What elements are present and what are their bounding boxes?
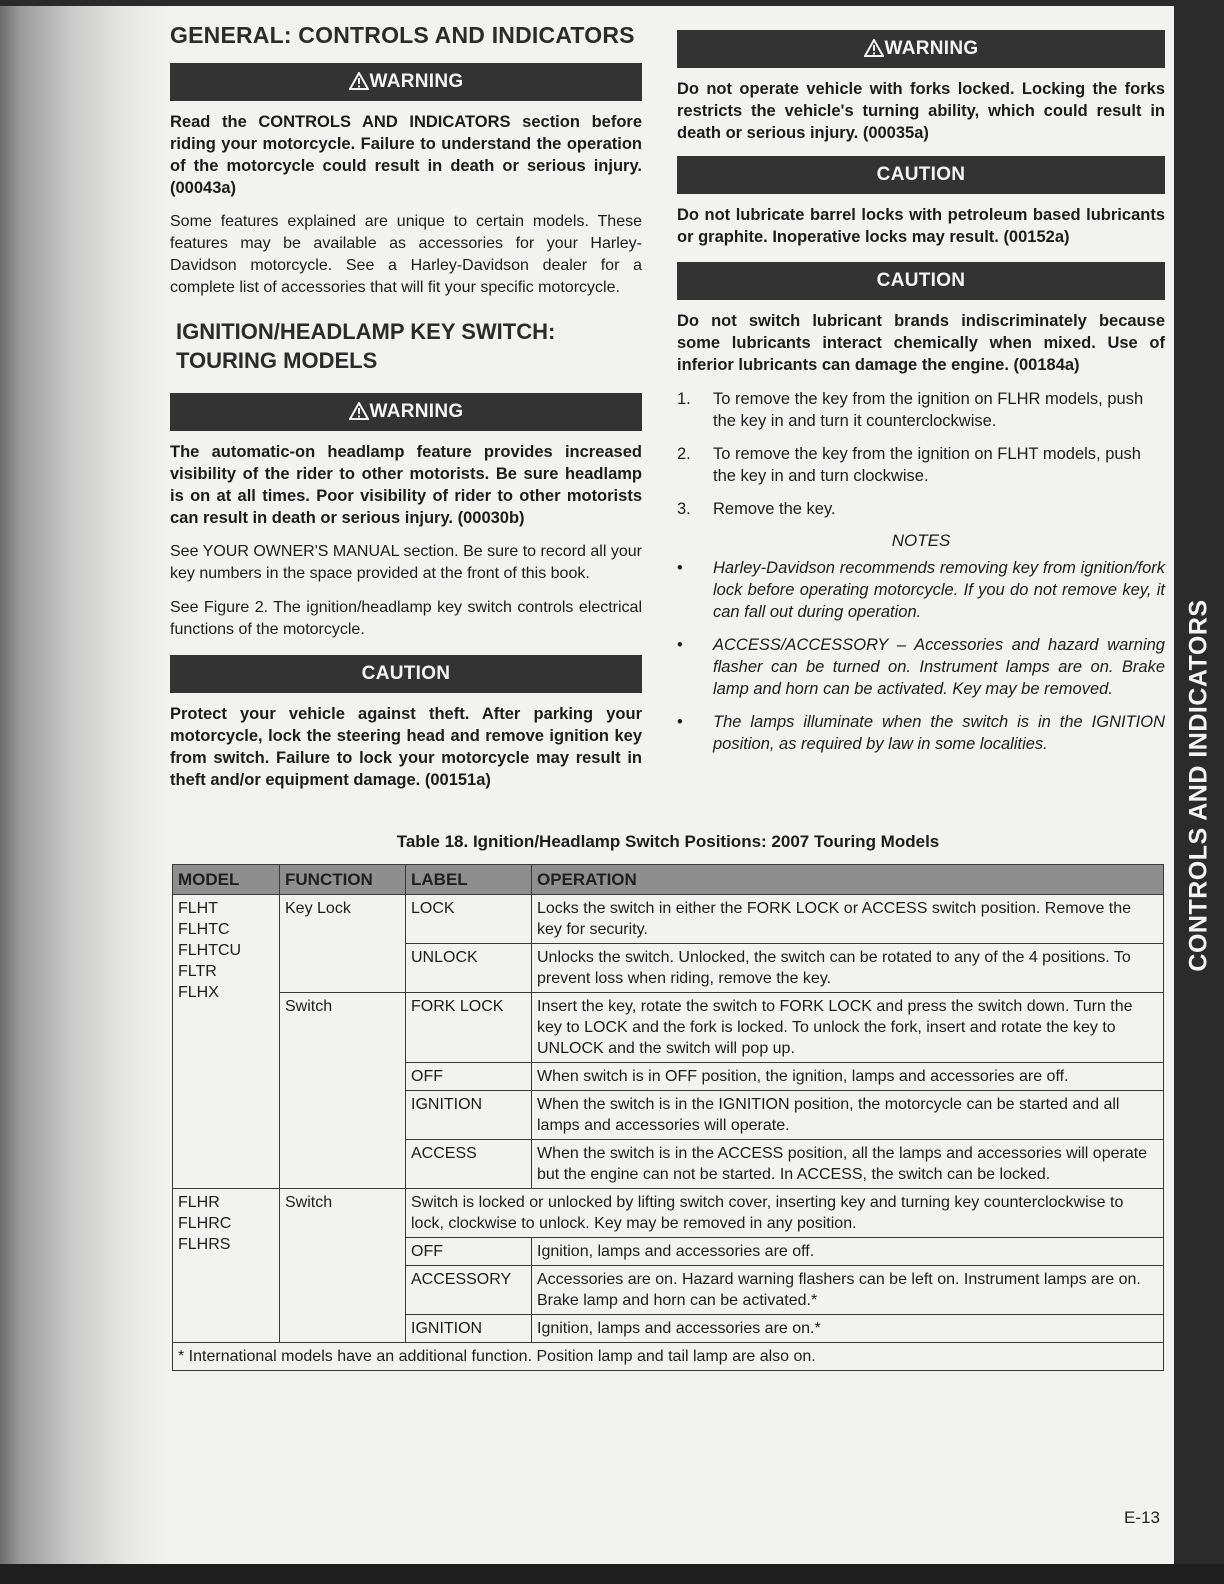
label-cell: ACCESSORY — [406, 1266, 532, 1315]
note-item — [677, 634, 1165, 700]
step-number: 3. — [677, 500, 691, 518]
label-cell: UNLOCK — [406, 944, 532, 993]
warning-banner — [170, 63, 642, 101]
table-caption: Table 18. Ignition/Headlamp Switch Positions: 2007 Touring Models — [396, 832, 940, 851]
warning-label: WARNING — [369, 401, 464, 422]
operation-cell: Locks the switch in either the FORK LOCK or ACCESS switch position. Remove the key for security. — [532, 895, 1164, 944]
caution-text: Do not switch lubricant brands indiscriminately because some lubricants interact chemically when mixed. Use of inferior lubricants can damage the engine. (00184a) — [677, 312, 1165, 374]
step-item — [677, 388, 1165, 432]
heading-line: IGNITION/HEADLAMP KEY SWITCH: — [176, 319, 556, 344]
warning-text: Do not operate vehicle with forks locked. Locking the forks restricts the vehicle's turning ability, which could result in death or serious injury. (00035a) — [677, 80, 1165, 142]
caution-banner — [170, 655, 642, 693]
step-text: To remove the key from the ignition on FLHR models, push the key in and turn it counterclockwise. — [713, 390, 1144, 430]
caution-banner — [677, 156, 1165, 194]
caution-banner — [677, 262, 1165, 300]
section-heading-general: GENERAL: CONTROLS AND INDICATORS — [170, 22, 635, 48]
operation-cell: When switch is in OFF position, the ignition, lamps and accessories are off. — [532, 1063, 1164, 1091]
note-text: The lamps illuminate when the switch is in the IGNITION position, as required by law in some localities. — [713, 713, 1165, 753]
operation-cell: Switch is locked or unlocked by lifting switch cover, inserting key and turning key counterclockwise to lock, clockwise to unlock. Key may be removed in any position. — [406, 1189, 1164, 1238]
label-cell: LOCK — [406, 895, 532, 944]
model-name: FLHTCU — [178, 942, 242, 959]
model-name: FLHRC — [178, 1215, 232, 1232]
operation-cell: Accessories are on. Hazard warning flashers can be left on. Instrument lamps are on. Brake lamp and horn can be activated.* — [532, 1266, 1164, 1315]
operation-cell: Unlocks the switch. Unlocked, the switch can be rotated to any of the 4 positions. To prevent loss when riding, remove the key. — [532, 944, 1164, 993]
model-cell — [173, 1189, 280, 1343]
label-cell: OFF — [406, 1238, 532, 1266]
function-cell: Key Lock — [280, 895, 406, 993]
warning-banner — [677, 30, 1165, 68]
body-paragraph: Some features explained are unique to certain models. These features may be available as accessories for your Harley-Davidson motorcycle. See a Harley-Davidson dealer for a complete list of accessories that will fit your specific motorcycle. — [170, 213, 642, 296]
column-header: OPERATION — [532, 865, 1164, 895]
page-bottom-edge — [0, 1564, 1224, 1584]
label-cell: OFF — [406, 1063, 532, 1091]
note-text: Harley-Davidson recommends removing key from ignition/fork lock before operating motorcycle. If you do not remove key, it can fall out during operation. — [713, 559, 1165, 621]
table-footnote-row — [173, 1343, 1164, 1371]
bullet: • — [677, 636, 683, 654]
operation-cell: Ignition, lamps and accessories are on.* — [532, 1315, 1164, 1343]
table-footnote: * International models have an additional function. Position lamp and tail lamp are also on. — [173, 1343, 1164, 1371]
step-text: To remove the key from the ignition on FLHT models, push the key in and turn clockwise. — [713, 445, 1141, 485]
note-item — [677, 711, 1165, 755]
operation-cell: When the switch is in the ACCESS position, all the lamps and accessories will operate but the engine can not be started. In ACCESS, the switch can be locked. — [532, 1140, 1164, 1189]
removal-steps — [677, 388, 1165, 520]
model-cell — [173, 895, 280, 1189]
warning-triangle-icon — [864, 39, 884, 57]
notes-list — [677, 557, 1165, 755]
warning-label: WARNING — [884, 38, 979, 59]
table-row — [173, 1189, 1164, 1238]
warning-text: The automatic-on headlamp feature provides increased visibility of the rider to other motorists. Be sure headlamp is on at all times. Poor visibility of rider to other motorists can result in death or serious injury. (00030b) — [170, 443, 642, 527]
model-name: FLHX — [178, 984, 219, 1001]
warning-label: WARNING — [369, 71, 464, 92]
step-item — [677, 498, 1165, 520]
caution-text: Do not lubricate barrel locks with petroleum based lubricants or graphite. Inoperative locks may result. (00152a) — [677, 206, 1165, 246]
warning-triangle-icon — [349, 402, 369, 420]
model-name: FLHTC — [178, 921, 230, 938]
section-heading-ignition — [176, 317, 642, 375]
note-item — [677, 557, 1165, 623]
label-cell: IGNITION — [406, 1091, 532, 1140]
label-cell: IGNITION — [406, 1315, 532, 1343]
column-header: MODEL — [173, 865, 280, 895]
operation-cell: Ignition, lamps and accessories are off. — [532, 1238, 1164, 1266]
caution-label: CAUTION — [876, 164, 966, 185]
caution-text: Protect your vehicle against theft. After parking your motorcycle, lock the steering head and remove ignition key from switch. Failure to lock your motorcycle may result in theft and/or equipment damage. (00151a) — [170, 705, 642, 789]
left-column — [170, 22, 642, 803]
warning-banner — [170, 393, 642, 431]
model-name: FLTR — [178, 963, 217, 980]
notes-title: NOTES — [891, 531, 951, 550]
section-tab-label: CONTROLS AND INDICATORS — [1184, 598, 1213, 972]
bullet: • — [677, 559, 683, 577]
section-tab — [1175, 570, 1223, 1000]
step-item — [677, 443, 1165, 487]
model-name: FLHT — [178, 900, 218, 917]
model-name: FLHR — [178, 1194, 220, 1211]
bullet: • — [677, 713, 683, 731]
page-number: E-13 — [1124, 1508, 1160, 1527]
body-paragraph: See Figure 2. The ignition/headlamp key switch controls electrical functions of the motorcycle. — [170, 599, 642, 638]
function-cell: Switch — [280, 993, 406, 1189]
model-name: FLHRS — [178, 1236, 231, 1253]
body-paragraph: See YOUR OWNER'S MANUAL section. Be sure to record all your key numbers in the space provided at the front of this book. — [170, 543, 642, 582]
caution-label: CAUTION — [876, 270, 966, 291]
label-cell: FORK LOCK — [406, 993, 532, 1063]
warning-triangle-icon — [349, 72, 369, 90]
warning-text: Read the CONTROLS AND INDICATORS section before riding your motorcycle. Failure to understand the operation of the motorcycle could result in death or serious injury. (00043a) — [170, 113, 642, 197]
step-number: 2. — [677, 445, 691, 463]
caution-label: CAUTION — [361, 663, 451, 684]
page-top-edge — [0, 0, 1224, 6]
right-column — [677, 30, 1165, 766]
step-text: Remove the key. — [713, 500, 836, 518]
label-cell: ACCESS — [406, 1140, 532, 1189]
book-spine-shadow — [0, 0, 170, 1584]
column-header: LABEL — [406, 865, 532, 895]
heading-line: TOURING MODELS — [176, 348, 378, 373]
table-row — [173, 895, 1164, 944]
step-number: 1. — [677, 390, 691, 408]
function-cell: Switch — [280, 1189, 406, 1343]
note-text: ACCESS/ACCESSORY – Accessories and hazard warning flasher can be turned on. Instrument lamps are on. Brake lamp and horn can be activated. Key may be removed. — [713, 636, 1165, 698]
table-row — [173, 993, 1164, 1063]
switch-positions-table — [172, 864, 1164, 1371]
column-header: FUNCTION — [280, 865, 406, 895]
operation-cell: When the switch is in the IGNITION position, the motorcycle can be started and all lamps and accessories will operate. — [532, 1091, 1164, 1140]
operation-cell: Insert the key, rotate the switch to FORK LOCK and press the switch down. Turn the key to LOCK and the fork is locked. To unlock the fork, insert and rotate the key to UNLOCK and the switch will pop up. — [532, 993, 1164, 1063]
table-header-row — [173, 865, 1164, 895]
